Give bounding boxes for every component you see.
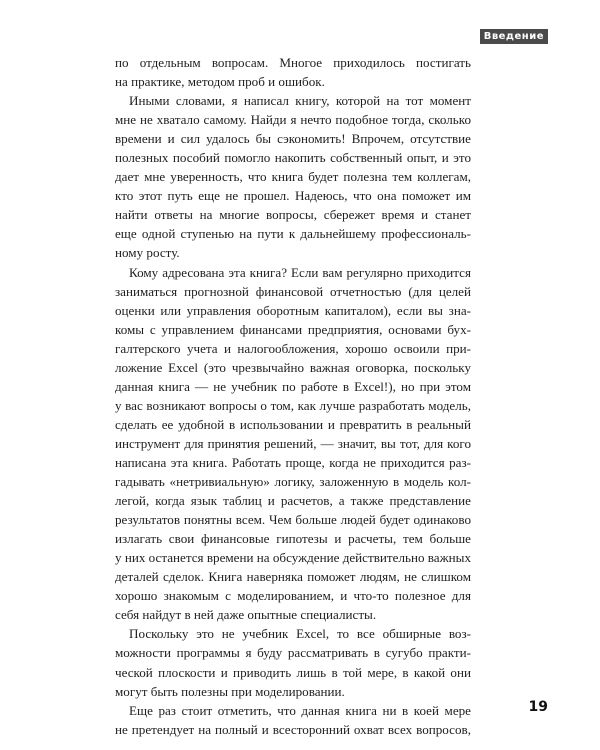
- text-line: оценки или управления оборотным капиталом), если вы зна-: [115, 302, 471, 318]
- text-line: комы с управлением финансами предприятия, основами бух-: [115, 321, 471, 337]
- text-line: могут быть полезны при моделировании.: [115, 683, 345, 699]
- body-text: [115, 53, 471, 739]
- paragraph: [115, 701, 471, 739]
- text-line: дает мне уверенность, что книга будет полезна тем коллегам,: [115, 169, 471, 185]
- text-line: на практике, методом проб и ошибок.: [115, 74, 325, 90]
- text-line: по отдельным вопросам. Многое приходилось постигать: [115, 55, 471, 70]
- text-line: ложение Excel (это чрезвычайно важная оговорка, поскольку: [115, 359, 471, 375]
- text-line: найти ответы на многие вопросы, сбережет время и станет: [115, 207, 471, 223]
- text-line: еще одной ступенью на пути к дальнейшему профессиональ-: [115, 226, 471, 242]
- text-line: Кому адресована эта книга? Если вам регулярно приходится: [129, 264, 471, 280]
- paragraph: [115, 91, 471, 262]
- text-line: времени и сил удалось бы сэкономить! Впрочем, отсутствие: [115, 131, 471, 147]
- text-line: себя найдут в ней даже опытные специалисты.: [115, 607, 377, 623]
- text-line: инструмент для принятия решений, — значит, вы тот, для кого: [115, 435, 471, 451]
- text-line: у вас возникают вопросы о том, как лучше разработать модель,: [115, 397, 471, 413]
- text-line: легой, когда язык таблиц и расчетов, а также представление: [115, 493, 471, 509]
- page-number: 19: [528, 699, 548, 715]
- text-line: излагать свои финансовые гипотезы и расчеты, тем больше: [115, 531, 471, 547]
- text-line: кто этот путь еще не прошел. Надеюсь, что она поможет им: [115, 188, 471, 204]
- text-line: ческой плоскости и приводить лишь в той мере, в какой они: [115, 664, 471, 680]
- text-line: написана эта книга. Работать проще, когда не приходится раз-: [115, 454, 471, 470]
- text-line: Иными словами, я написал книгу, которой на тот момент: [129, 93, 471, 109]
- text-line: результатов понятны всем. Чем больше людей будет одинаково: [115, 512, 471, 528]
- paragraph: [115, 53, 471, 91]
- text-line: Еще раз стоит отметить, что данная книга ни в коей мере: [129, 702, 471, 718]
- text-line: деталей сделок. Книга наверняка поможет людям, не слишком: [115, 569, 471, 585]
- text-line: хорошо знакомым с моделированием, и что-то полезное для: [115, 588, 471, 604]
- text-line: Поскольку это не учебник Excel, то все обширные воз-: [129, 626, 471, 642]
- paragraph: [115, 624, 471, 700]
- text-line: полезных пособий помогло накопить собственный опыт, и это: [115, 150, 471, 166]
- text-line: сделать ее удобной в использовании и превратить в реальный: [115, 416, 471, 432]
- text-line: мне не хватало самому. Найди я нечто подобное тогда, сколько: [115, 112, 471, 128]
- text-line: заниматься прогнозной финансовой отчетностью (для целей: [115, 283, 471, 299]
- text-line: не претендует на полный и всесторонний охват всех вопросов,: [115, 721, 471, 737]
- running-header: Введение: [480, 29, 548, 44]
- text-line: у них останется времени на обсуждение действительно важных: [115, 550, 471, 566]
- text-line: можности программы я буду рассматривать в сугубо практи-: [115, 645, 471, 661]
- paragraph: [115, 263, 471, 625]
- text-line: галтерского учета и налогообложения, хорошо освоили при-: [115, 340, 471, 356]
- text-line: ному росту.: [115, 245, 180, 261]
- text-line: гадывать «нетривиальную» логику, заложенную в модель кол-: [115, 474, 471, 490]
- text-line: данная книга — не учебник по работе в Excel!), но при этом: [115, 378, 471, 394]
